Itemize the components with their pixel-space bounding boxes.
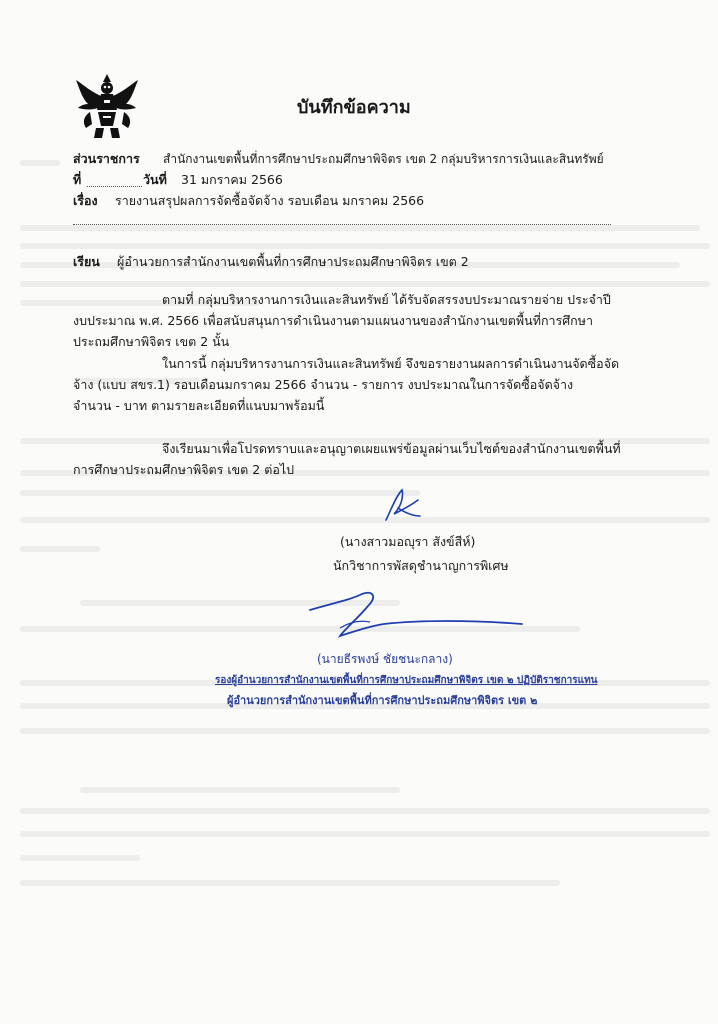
ref-label: ที่ (73, 172, 82, 187)
paragraph-3-line-1: จึงเรียนมาเพื่อโปรดทราบและอนุญาตเผยแพร่ข้อมูลผ่านเว็บไซต์ของสำนักงานเขตพื้นที่ (162, 441, 621, 456)
to-value: ผู้อำนวยการสำนักงานเขตพื้นที่การศึกษาประถมศึกษาพิจิตร เขต 2 (117, 254, 469, 269)
paragraph-1-line-1: ตามที่ กลุ่มบริหารงานการเงินและสินทรัพย์ ได้รับจัดสรรงบประมาณรายจ่าย ประจำปี (162, 292, 611, 307)
garuda-emblem (74, 72, 140, 142)
signer-2-position-line-1: รองผู้อำนวยการสำนักงานเขตพื้นที่การศึกษาประถมศึกษาพิจิตร เขต ๒ ปฏิบัติราชการแทน (215, 675, 598, 686)
subject-label: เรื่อง (73, 193, 98, 208)
paragraph-3-line-2: การศึกษาประถมศึกษาพิจิตร เขต 2 ต่อไป (73, 462, 295, 477)
signature-1 (378, 486, 424, 526)
signature-2 (300, 586, 525, 642)
agency-value: สำนักงานเขตพื้นที่การศึกษาประถมศึกษาพิจิตร เขต 2 กลุ่มบริหารการเงินและสินทรัพย์ (163, 152, 604, 166)
memo-title: บันทึกข้อความ (297, 97, 411, 118)
signer-1-name: (นางสาวมอญุรา สังข์สีห์) (340, 534, 476, 549)
subject-value: รายงานสรุปผลการจัดซื้อจัดจ้าง รอบเดือน มกราคม 2566 (115, 193, 425, 208)
date-value: 31 มกราคม 2566 (181, 172, 283, 187)
paragraph-2-line-2: จ้าง (แบบ สขร.1) รอบเดือนมกราคม 2566 จำนวน - รายการ งบประมาณในการจัดซื้อจัดจ้าง (73, 377, 574, 392)
to-label: เรียน (73, 254, 100, 269)
signer-2-name: (นายธีรพงษ์ ชัยชนะกลาง) (317, 652, 453, 666)
date-label: วันที่ (143, 172, 167, 187)
header-divider (73, 224, 611, 225)
agency-label: ส่วนราชการ (73, 151, 140, 166)
ref-dotted-line (87, 186, 142, 187)
paragraph-2-line-1: ในการนี้ กลุ่มบริหารงานการเงินและสินทรัพย์ จึงขอรายงานผลการดำเนินงานจัดซื้อจัด (162, 356, 620, 371)
paragraph-1-line-3: ประถมศึกษาพิจิตร เขต 2 นั้น (73, 334, 230, 349)
signer-2-position-line-2: ผู้อำนวยการสำนักงานเขตพื้นที่การศึกษาประถมศึกษาพิจิตร เขต ๒ (227, 694, 538, 707)
signer-1-position: นักวิชาการพัสดุชำนาญการพิเศษ (333, 558, 509, 573)
paragraph-1-line-2: งบประมาณ พ.ศ. 2566 เพื่อสนับสนุนการดำเนินงานตามแผนงานของสำนักงานเขตพื้นที่การศึกษา (73, 313, 594, 328)
paragraph-2-line-3: จำนวน - บาท ตามรายละเอียดที่แนบมาพร้อมนี้ (73, 398, 325, 413)
